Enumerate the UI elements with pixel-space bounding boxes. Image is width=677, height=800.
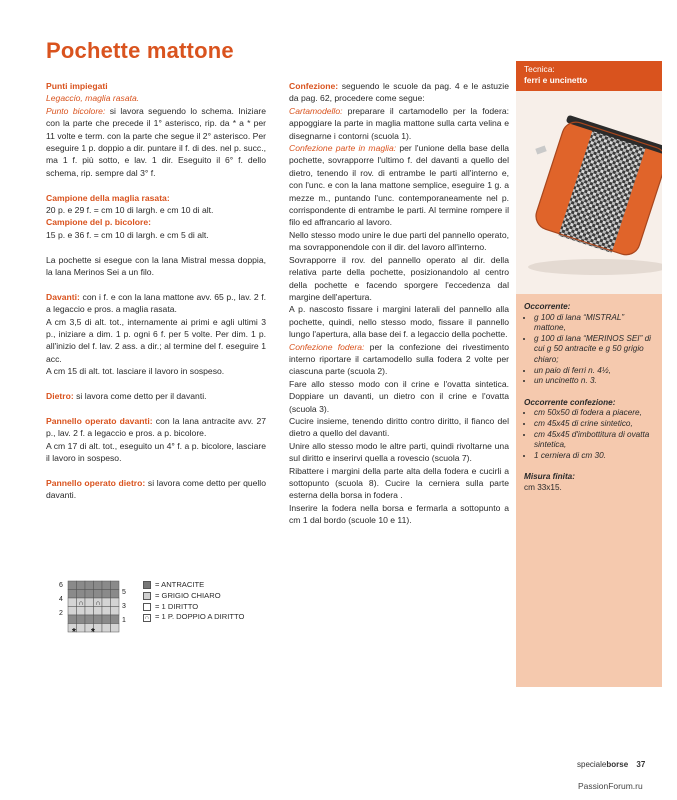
davanti-text-2: A cm 3,5 di alt. tot., internamente ai primi e agli ultimi 3 p., iniziare a dim. 1 p. ogni 6 f. per 5 volte. Per dim. 1 p. all'inizio del f. lav. 2 ass. a dir.; al termine del f. eseguire 1 acc. — [46, 316, 266, 364]
legend-item — [143, 591, 244, 602]
bicolore-label: Punto bicolore: — [46, 105, 106, 116]
occorrente-list — [524, 313, 656, 387]
technique-header — [516, 61, 662, 91]
swatch-diritto — [143, 603, 151, 611]
chart-cell — [77, 624, 86, 633]
chart-cell — [68, 598, 77, 607]
list-item: • g 100 di lana “MISTRAL” mattone, — [534, 313, 656, 334]
cartamodello-label: Cartamodello: — [289, 105, 343, 116]
stitch-chart — [58, 577, 134, 637]
campione-rasata-text: 20 p. e 29 f. = cm 10 di largh. e cm 10 di alt. — [46, 205, 214, 216]
page-number: 37 — [636, 760, 646, 769]
dietro-text: si lavora come detto per il davanti. — [76, 391, 207, 402]
paragraph-9: Inserire la fodera nella borsa e fermarla a sottopunto a cm 1 dal bordo (scuole 10 e 11). — [289, 502, 509, 526]
legend-item — [143, 580, 244, 591]
legend-label: = GRIGIO CHIARO — [155, 590, 221, 600]
technique-value: ferri e uncinetto — [524, 75, 588, 85]
chart-cell — [111, 590, 120, 599]
paragraph-4: A p. nascosto fissare i margini laterali del pannello alla pochette, quindi, nello stesso modo, fissare il pannello lungo l'apertura, alla base dei f. a legaccio della pochette. — [289, 304, 509, 340]
chart-cell — [94, 590, 103, 599]
occorrente-heading: Occorrente: — [524, 302, 571, 311]
chart-cell — [94, 581, 103, 590]
davanti-text-1: con i f. e con la lana mattone avv. 65 p., lav. 2 f. a legaccio e pros. a maglia rasata. — [46, 291, 267, 315]
confezione-heading: Occorrente confezione: — [524, 397, 616, 407]
chart-cell — [77, 607, 86, 616]
chart-cell — [111, 581, 120, 590]
list-item: • cm 45x45 d'imbottitura di ovatta sintetica, — [534, 430, 656, 451]
watermark: PassionForum.ru — [578, 781, 643, 791]
misura-value: cm 33x15. — [524, 482, 562, 492]
pannello-davanti-label: Pannello operato davanti: — [46, 415, 153, 426]
brand-bold: borse — [606, 760, 629, 769]
pannello-dietro-label: Pannello operato dietro: — [46, 477, 146, 488]
double-stitch-icon: ∩ — [95, 600, 101, 607]
paragraph-7: Unire allo stesso modo le altre parti, quindi rivoltarne una sul diritto e inserirvi quella a rovescio (scuola 7). — [289, 440, 509, 464]
chart-cell — [111, 607, 120, 616]
legend-item — [143, 612, 244, 623]
chart-cell — [77, 590, 86, 599]
legend-label: = ANTRACITE — [155, 580, 205, 589]
chart-cell — [77, 581, 86, 590]
row-label-right: 5 — [122, 589, 126, 596]
pannello-davanti-text-1: con la lana antracite avv. 27 p., lav. 2 f. a legaccio e pros. a p. bicolore. — [46, 415, 267, 439]
chart-cell — [85, 615, 94, 624]
pochette-illustration — [516, 91, 662, 294]
chart-cell — [102, 615, 111, 624]
brand-light: speciale — [577, 760, 607, 769]
asterisk-start: * — [72, 627, 76, 637]
conf-maglia-text: per l'unione della base della pochette, sovrapporre l'ultimo f. del davanti a quello del dietro, tenendo il rov. di entrambe le parti all'interno e, con l'unc. e con la lana mattone semplice, eseguire 1 g. a mezze m., puntando l'unc. contemporaneamente nel p. corrispondente di entrambe le parti. Al termine rompere il filo ed affrancario al lavoro. — [289, 143, 510, 228]
asterisk-end: * — [91, 627, 95, 637]
paragraph-8: Ribattere i margini della parte alta della fodera e cucirli a sottopunto (scuola 8). Cucire la cerniera sulla parte esterna della borsa in fodera . — [289, 465, 509, 501]
double-stitch-icon: ∩ — [78, 600, 84, 607]
list-item: • g 100 di lana “MERINOS SEI” di cui g 50 antracite e g 50 grigio chiaro; — [534, 334, 656, 366]
campione-bicolore-heading: Campione del p. bicolore: — [46, 217, 152, 228]
chart-cell — [85, 598, 94, 607]
swatch-grigio — [143, 592, 151, 600]
swatch-antracite — [143, 581, 151, 589]
confezione-label: Confezione: — [289, 81, 339, 91]
cartamodello-text: preparare il cartamodello per la fodera: appoggiare la parte in maglia mattone sulla carta velina e disegnarne i contorni (scuola 1). — [289, 105, 509, 141]
double-stitch-icon: ∩ — [144, 614, 150, 621]
davanti-label: Davanti: — [46, 291, 80, 302]
technique-label: Tecnica: — [524, 64, 555, 74]
materials-list — [516, 294, 662, 494]
page-title: Pochette mattone — [46, 38, 234, 63]
chart-cell — [85, 590, 94, 599]
chart-cell — [111, 624, 120, 633]
conf-maglia-label: Confezione parte in maglia: — [289, 143, 397, 154]
pochette-photo — [516, 91, 662, 294]
row-label-left: 4 — [59, 596, 63, 603]
list-item: • cm 50x50 di fodera a piacere, — [534, 408, 656, 419]
dietro-label: Dietro: — [46, 391, 74, 402]
fodera-label: Confezione fodera: — [289, 341, 365, 352]
chart-cell — [68, 615, 77, 624]
chart-cell — [111, 615, 120, 624]
chart-cell — [102, 598, 111, 607]
paragraph-2: Nello stesso modo unire le due parti del pannello operato, ma sovrapponendole con il dir. del lavoro all'interno. — [289, 229, 509, 253]
chart-cell — [68, 607, 77, 616]
row-label-left: 2 — [59, 610, 63, 617]
confezione-list — [524, 408, 656, 461]
davanti-text-3: A cm 15 di alt. tot. lasciare il lavoro in sospeso. — [46, 366, 225, 377]
list-item: • 1 cerniera di cm 30. — [534, 451, 656, 462]
legend-item — [143, 602, 244, 613]
confezione-text: seguendo le scuole da pag. 4 e le astuzie da pag. 62, procedere come segue: — [289, 81, 509, 104]
list-item: • un paio di ferri n. 4½, — [534, 366, 656, 377]
row-label-right: 3 — [122, 603, 126, 610]
pannello-dietro-text: si lavora come detto per quello davanti. — [46, 477, 267, 501]
paragraph-6: Cucire insieme, tenendo diritto contro diritto, il fianco del dietro a quello del davanti. — [289, 415, 509, 439]
chart-cell — [111, 598, 120, 607]
row-label-right: 1 — [122, 617, 126, 624]
chart-cell — [77, 615, 86, 624]
materials-sidebar — [516, 61, 662, 687]
chart-cell — [68, 581, 77, 590]
page-footer — [577, 760, 645, 769]
campione-bicolore-text: 15 p. e 36 f. = cm 10 di largh. e cm 5 di alt. — [46, 229, 209, 240]
list-item: • cm 45x45 di crine sintetico, — [534, 419, 656, 430]
list-item: • un uncinetto n. 3. — [534, 376, 656, 387]
chart-cell — [94, 607, 103, 616]
campione-rasata-heading: Campione della maglia rasata: — [46, 192, 170, 203]
chart-legend — [143, 580, 244, 623]
punti-heading: Punti impiegati — [46, 81, 108, 91]
punti-list: Legaccio, maglia rasata. — [46, 93, 140, 104]
chart-grid — [68, 581, 119, 632]
chart-cell — [94, 615, 103, 624]
misura-heading: Misura finita: — [524, 472, 575, 482]
row-label-left: 6 — [59, 582, 63, 589]
paragraph-3: Sovrapporre il rov. del pannello operato al dir. della relativa parte della pochette, posizionandolo al centro della pochette e facendo sporgere l'eccedenza dal margine dell'apertura. — [289, 254, 509, 302]
chart-cell — [102, 607, 111, 616]
instructions-column-left — [46, 80, 266, 514]
chart-cell — [68, 590, 77, 599]
bicolore-text: si lavora seguendo lo schema. Iniziare con la parte che precede il 1° asterisco, rip. da * a * per 11 volte e term. con la parte che segue il 2° asterisco. Per eseguire 1 p. doppio a dir. puntare il f. di des. nel p. succ., ma 1 f. più sotto, e lav. 1 dir. Eseguito il 6° f. dello schema, rip. sempre dal 3° f. — [46, 105, 266, 178]
legend-label: = 1 P. DOPPIO A DIRITTO — [155, 612, 245, 622]
legend-label: = 1 DIRITTO — [155, 601, 199, 611]
instructions-column-right — [289, 80, 509, 527]
pannello-davanti-text-2: A cm 17 di alt. tot., eseguito un 4° f. a p. bicolore, lasciare il lavoro in sospeso. — [46, 440, 266, 464]
chart-cell — [102, 624, 111, 633]
chart-cell — [85, 607, 94, 616]
chart-cell — [85, 581, 94, 590]
chart-cell — [102, 581, 111, 590]
intro-text: La pochette si esegue con la lana Mistral messa doppia, la lana Merinos Sei a un filo. — [46, 254, 266, 278]
fodera-text: per la confezione dei rivestimento interno riportare il cartamodello sulla fodera 2 volte per ciascuna parte (scuola 2). — [289, 341, 509, 377]
chart-cell — [102, 590, 111, 599]
paragraph-5: Fare allo stesso modo con il crine e l'ovatta sintetica. Doppiare un davanti, un dietro con il crine e l'ovatta (scuola 3). — [289, 378, 509, 414]
